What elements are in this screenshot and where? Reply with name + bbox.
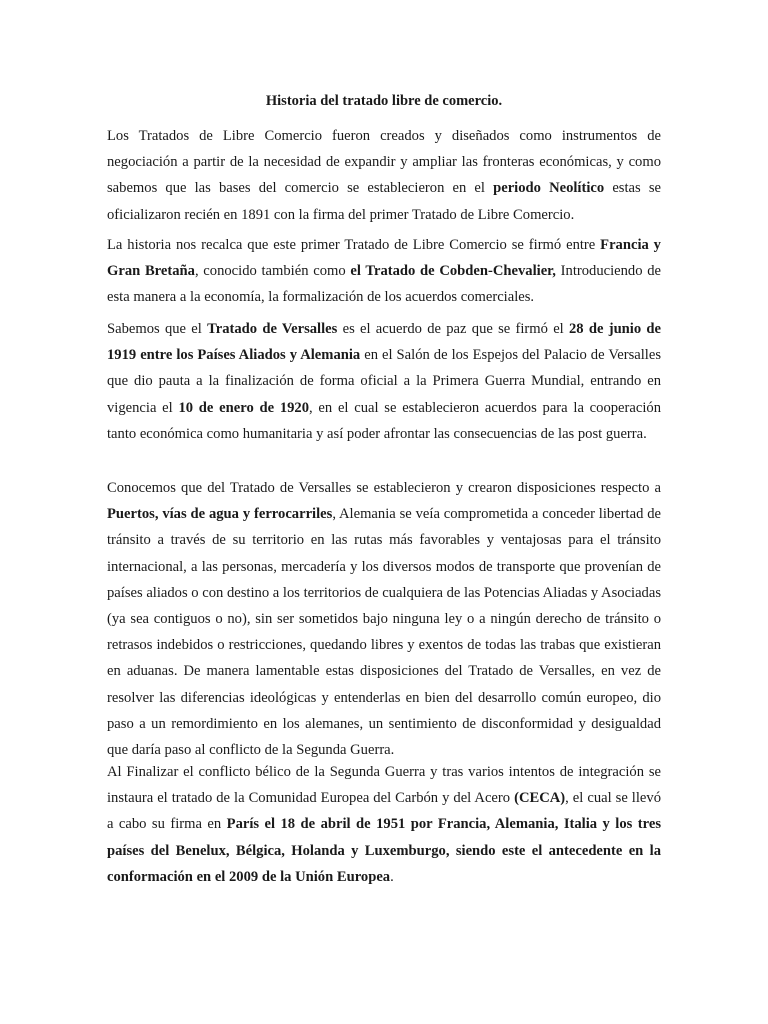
text-run: Al Finalizar el conflicto bélico de la Segunda Guerra y tras varios intentos de integración se instaura el tratado de la Comunidad Europea del Carbón y del Acero [107,764,661,807]
text-run: en el Salón de los Espejos del Palacio de Versalles que dio pauta a la finalización de forma oficial a la Primera Guerra Mundial, entrando en vigencia el [107,347,661,416]
bold-text-run: París el 18 de abril de 1951 por Francia, Alemania, Italia y los tres países del Benelux, Bélgica, Holanda y Luxemburgo, siendo este el antecedente en la conformación en el 2009 de la Unión Europea [107,816,662,885]
paragraph-2 [107,232,661,311]
paragraph-4 [107,475,661,763]
text-run: La historia nos recalca que este primer Tratado de Libre Comercio se firmó entre [107,237,601,253]
text-run: , el cual se llevó a cabo su firma en [107,790,661,833]
paragraph-5 [107,759,661,890]
text-run: , en el cual se establecieron acuerdos para la cooperación tanto económica como humanitaria y así poder afrontar las consecuencias de las post guerra. [107,399,661,442]
bold-text-run: 28 de junio de 1919 entre los Países Aliados y Alemania [107,321,661,364]
bold-text-run: Tratado de Versalles [207,321,338,337]
bold-text-run: Francia y Gran Bretaña [107,237,661,280]
bold-text-run: 10 de enero de 1920 [178,399,310,416]
text-run: es el acuerdo de paz que se firmó el [337,321,569,337]
text-run: , Alemania se veía comprometida a conceder libertad de tránsito a través de su territorio en las rutas más favorables y ventajosas para el tránsito internacional, a las personas, mercadería y los diversos modos de transporte que provenían de países aliados o con destino a los territorios de cualquiera de las Potencias Aliadas y Asociadas (ya sea contiguos o no), sin ser sometidos bajo ninguna ley o a ningún derecho de tránsito o retrasos indebidos o restricciones, quedando libres y exentos de todas las trabas que existieran en aduanas. De manera lamentable estas disposiciones del Tratado de Versalles, en vez de resolver las diferencias ideológicas y entenderlas en bien del desarrollo común europeo, dio paso a un remordimiento en los alemanes, un sentimiento de disconformidad y desigualdad que daría paso al conflicto de la Segunda Guerra. [107,506,662,759]
text-run: . [390,868,394,885]
text-run: Conocemos que del Tratado de Versalles se establecieron y crearon disposiciones respecto a [107,480,661,496]
document-title: Historia del tratado libre de comercio. [265,93,503,109]
text-run: Sabemos que el [107,321,208,337]
paragraph-3 [107,316,661,447]
text-run: estas se oficializaron recién en 1891 con la firma del primer Tratado de Libre Comercio. [107,180,661,223]
bold-text-run: Puertos, vías de agua y ferrocarriles [107,506,333,523]
text-run: Introduciendo de esta manera a la economía, la formalización de los acuerdos comerciales. [107,263,661,306]
text-run: Los Tratados de Libre Comercio fueron creados y diseñados como instrumentos de negociación a partir de la necesidad de expandir y ampliar las fronteras económicas, y como sabemos que las bases del comercio se establecieron en el [107,128,661,197]
paragraph-1 [107,123,661,228]
bold-text-run: el Tratado de Cobden-Chevalier, [350,263,556,280]
text-run: , conocido también como [194,263,351,280]
bold-text-run: (CECA) [514,790,566,807]
bold-text-run: periodo Neolítico [493,180,605,197]
